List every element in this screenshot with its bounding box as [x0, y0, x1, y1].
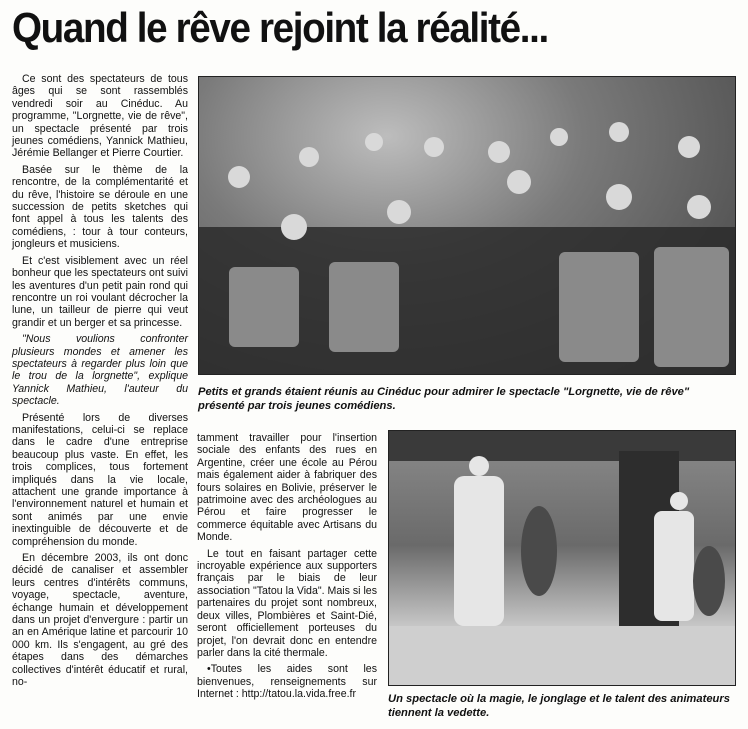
paragraph: Présenté lors de diverses manifestations, celui-ci se replace dans le cadre d'une entreprise beaucoup plus vaste. En effet, les trois complices, tous fortement impliqués dans la vie locale, attachent une grande importance à l'environnement naturel et humain et sont animés par une envie inextinguible de découverte et de compréhension du monde.: [12, 411, 188, 548]
bullet-paragraph: • Toutes les aides sont les bienvenues, renseignements sur Internet : http://tatou.la.vida.free.fr: [197, 663, 377, 700]
audience-photo: [198, 76, 736, 375]
stage-illustration: [389, 431, 735, 685]
article-column-1: [12, 73, 188, 689]
headline: Quand le rêve rejoint la réalité...: [12, 4, 548, 51]
quote-paragraph: "Nous voulions confronter plusieurs mondes et amener les spectateurs à regarder plus loin que le trou de la lorgnette", explique Yannick Mathieu, l'auteur du spectacle.: [12, 333, 188, 408]
paragraph: En décembre 2003, ils ont donc décidé de canaliser et assembler leurs centres d'intérêts communs, voyage, spectacle, aventure, échange humain et développement dans un projet d'envergure : partir un an en Amérique latine et parcourir 10 000 km. Ils s'engagent, au gré des étapes dans des démarches collectives d'intérêt éducatif et rural, no-: [12, 552, 188, 689]
photo-caption-2: Un spectacle où la magie, le jonglage et le talent des animateurs tiennent la vedette.: [388, 693, 730, 719]
photo-caption-1: Petits et grands étaient réunis au Cinéduc pour admirer le spectacle "Lorgnette, vie de rêve" présenté par trois jeunes comédiens.: [198, 386, 690, 412]
paragraph: tamment travailler pour l'insertion sociale des enfants des rues en Argentine, créer une école au Pérou mais également aider à fabriquer des fours solaires en Bolivie, préserver le patrimoine avec des archéologues au Pérou et faire progresser le commerce équitable avec Artisans du Monde.: [197, 432, 377, 544]
article-column-2: [197, 432, 377, 701]
stage-photo: [388, 430, 736, 686]
audience-illustration: [199, 77, 735, 374]
paragraph: Ce sont des spectateurs de tous âges qui se sont rassemblés vendredi soir au Cinéduc. Au programme, "Lorgnette, vie de rêve", un spectacle présenté par trois jeunes comédiens, Yannick Mathieu, Jérémie Bellanger et Pierre Courtier.: [12, 73, 188, 160]
paragraph: Et c'est visiblement avec un réel bonheur que les spectateurs ont suivi les aventures d'un petit pain rond qui rencontre un roi voulant décrocher la lune, un tailleur de pierre qui veut grandir et un berger et sa princesse.: [12, 254, 188, 329]
paragraph: Le tout en faisant partager cette incroyable expérience aux supporters français par le biais de leur association "Tatou la Vida". Mais si les partenaires du projet sont nombreux, deux villes, Plombières et Saint-Dié, seront officiellement porteuses du projet, l'on devrait donc en entendre parler dans la cité thermale.: [197, 547, 377, 659]
paragraph: Basée sur le thème de la rencontre, de la complémentarité et du rêve, l'histoire se déroule en une succession de petits sketches qui font appel à tous les talents des comédiens, : tour à tour conteurs, jongleurs et musiciens.: [12, 163, 188, 251]
